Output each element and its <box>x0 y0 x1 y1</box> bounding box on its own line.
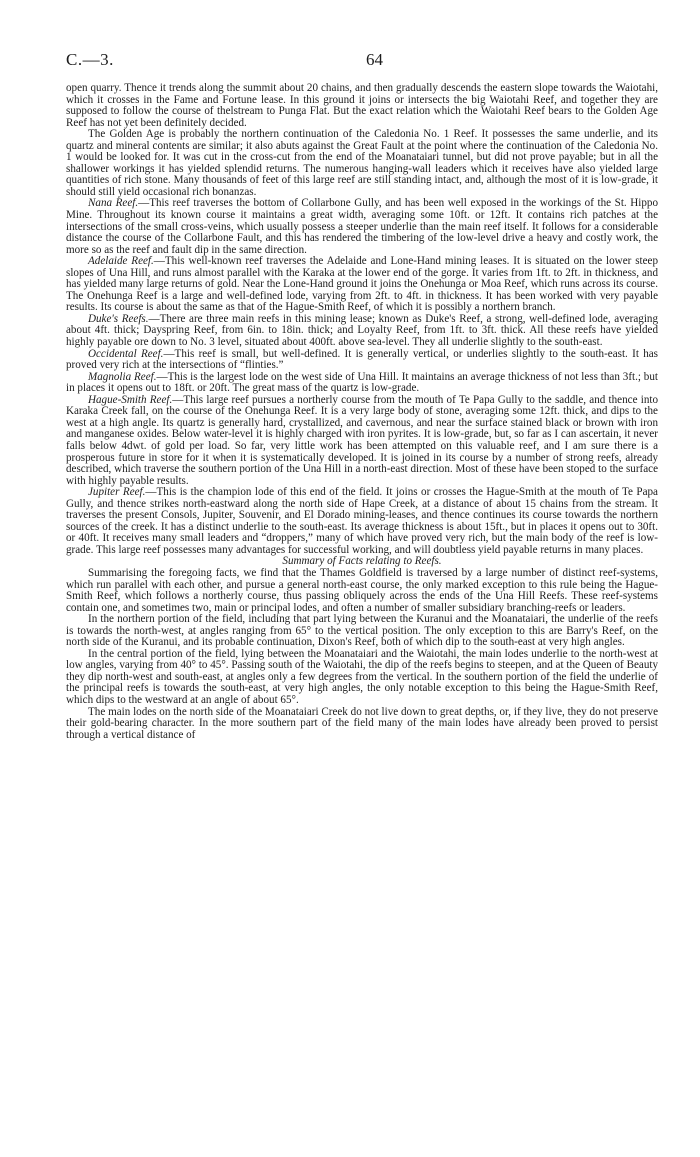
paragraph <box>66 314 658 349</box>
paragraph: The Golden Age is probably the northern continuation of the Caledonia No. 1 Reef. It possesses the same underlie, and its quartz and mineral contents are similar; it also abuts against the Great Fault at the point where the continuation of the Caledonia No. 1 would be looked for. It was cut in the cross-cut from the end of the Moanataiari tunnel, but did not prove payable; but in all the shallower workings it has yielded splendid returns. The numerous hanging-wall leaders which it receives have also yielded large quantities of rich stone. Many thousands of feet of this large reef are still standing intact, and, although the most of it is low-grade, it should still yield occasional rich bonanzas. <box>66 128 658 198</box>
paragraph-text: —This reef traverses the bottom of Collarbone Gully, and has been well exposed in the workings of the St. Hippo Mine. Throughout its known course it maintains a great width, averaging some 10ft. or 12ft. It contains rich patches at the intersections of the small cross-veins, which usually possess a steeper underlie than the main reef itself. It follows for a considerable distance the course of the Collarbone Fault, and this has rendered the timbering of the low-level drive a heavy and costly work, the more so as the reef and fault dip in the same direction. <box>66 197 659 256</box>
paragraph-text: —This is the largest lode on the west side of Una Hill. It maintains an average thickness of not less than 3ft.; but in places it opens out to 18ft. or 20ft. The great mass of the quartz is low-grade. <box>66 370 658 395</box>
paragraph <box>66 395 658 487</box>
paragraph-text: —This well-known reef traverses the Adelaide and Lone-Hand mining leases. It is situated on the lower steep slopes of Una Hill, and runs almost parallel with the Karaka at the lower end of the gorge. It varies from 1ft. to 2ft. in thickness, and has yielded many large returns of gold. Near the Lone-Hand ground it joins the Onehunga or Moa Reef, which runs across its course. The Onehunga Reef is a large and well-defined lode, varying from 2ft. to 4ft. in thickness. It has been worked with very payable results. Its course is about the same as that of the Hague-Smith Reef, of which it is possibly a northern branch. <box>66 255 658 314</box>
reef-title: Magnolia Reef. <box>88 370 157 383</box>
paragraph: The main lodes on the north side of the Moanataiari Creek do not live down to great depths, or, if they live, they do not preserve their gold-bearing character. In the more southern part of the field many of the main lodes have already been proved to persist through a vertical distance of <box>66 705 658 741</box>
paragraph-text: —This is the champion lode of this end of the field. It joins or crosses the Hague-Smith at the mouth of Te Papa Gully, and thence strikes north-eastward along the north side of Hape Creek, at a distance of about 15 chains from the stream. It traverses the present Consols, Jupiter, Souvenir, and El Dorado mining-leases, and thence continues its course towards the northern sources of the creek. It has a distinct underlie to the south-east. Its average thickness is about 15ft., but in places it opens out to 30ft. or 40ft. It receives many small leaders and “droppers,” many of which have proved very rich, but the main body of the reef is low-grade. This large reef possesses many advantages for successful working, and will doubtless yield payable returns in many places. <box>66 486 658 556</box>
page-number: 64 <box>366 50 383 69</box>
paragraph <box>66 487 658 556</box>
page-header <box>66 50 658 74</box>
reef-title: Hague-Smith Reef. <box>88 393 173 406</box>
reef-title: Nana Reef. <box>88 197 139 210</box>
reef-title: Duke's Reefs. <box>88 312 149 325</box>
reef-title: Adelaide Reef. <box>88 255 154 268</box>
paragraph: In the central portion of the field, lying between the Moanataiari and the Waiotahi, the main lodes underlie to the north-west at low angles, varying from 40° to 45°. Passing south of the Waiotahi, the dip of the reefs begins to steepen, and at the Queen of Beauty they dip north-west and south-east, at angles only a few degrees from the vertical. In the southern portion of the field the underlie of the principal reefs is towards the south-east, at very high angles, the only notable exception to this being the Hague-Smith Reef, which dips to the westward at an angle of about 65°. <box>66 647 658 706</box>
paragraph: open quarry. Thence it trends along the summit about 20 chains, and then gradually descends the eastern slope towards the Waiotahi, which it crosses in the Fame and Fortune lease. In this ground it joins or intersects the big Waiotahi Reef, and together they are supposed to follow the course of thelstream to Punga Flat. But the exact relation which the Waiotahi Reef bears to the Golden Age Reef has not yet been definitely decided. <box>66 82 658 129</box>
paragraph <box>66 256 658 314</box>
section-heading: Summary of Facts relating to Reefs. <box>282 555 442 568</box>
paragraph-text: —This large reef pursues a northerly course from the mouth of Te Papa Gully to the saddle, and thence into Karaka Creek fall, on the course of the Onehunga Reef. It is a very large body of stone, averaging some 12ft. thick, and dips to the west at a high angle. Its quartz is generally hard, crystallized, and cavernous, and near the surface stained black or brown with iron and manganese oxides. Below water-level it is highly charged with iron pyrites. It is low-grade, but, so far as I can ascertain, it never falls below 4dwt. of gold per load. So far, very little work has been attempted on this valuable reef, and I am sure there is a prosperous future in store for it when it is systematically developed. It is joined in its course by a number of strong reefs, already described, which traverse the southern portion of the Una Hill in a north-east direction. Most of these have been stoped to the surface with highly payable results. <box>66 393 658 487</box>
paragraph-text: —There are three main reefs in this mining lease; known as Duke's Reef, a strong, well-defined lode, averaging about 4ft. thick; Dayspring Reef, from 6in. to 18in. thick; and Loyalty Reef, from 1ft. to 3ft. thick. All these reefs have yielded highly payable ore down to No. 3 level, situated about 400ft. above sea-level. They all underlie slightly to the south-east. <box>66 312 658 349</box>
body-text <box>66 83 658 741</box>
paragraph: Summarising the foregoing facts, we find that the Thames Goldfield is traversed by a large number of distinct reef-systems, which run parallel with each other, and pursue a general north-east course, the only marked exception to this rule being the Hague-Smith Reef, which follows a northerly course, thus passing obliquely across the ends of the Una Hill Reefs. These reef-systems contain one, and sometimes two, main or principal lodes, and often a number of smaller subsidiary branching-reefs or leaders. <box>66 566 658 614</box>
paragraph <box>66 198 658 256</box>
reef-title: Jupiter Reef. <box>88 486 146 499</box>
paragraph <box>66 349 658 372</box>
paragraph-text: —This reef is small, but well-defined. It is generally vertical, or underlies slightly to the south-east. It has proved very rich at the intersections of “flinties.” <box>66 347 658 372</box>
reef-title: Occidental Reef. <box>88 347 164 360</box>
paragraph <box>66 372 658 395</box>
paragraph: In the northern portion of the field, including that part lying between the Kuranui and the Moanataiari, the underlie of the reefs is towards the north-west, at angles ranging from 65° to the vertical position. The only exception to this are Barry's Reef, on the north side of the Kuranui, and its probable continuation, Dixon's Reef, both of which dip to the south-east at very high angles. <box>66 613 658 649</box>
document-reference: C.—3. <box>66 50 114 69</box>
